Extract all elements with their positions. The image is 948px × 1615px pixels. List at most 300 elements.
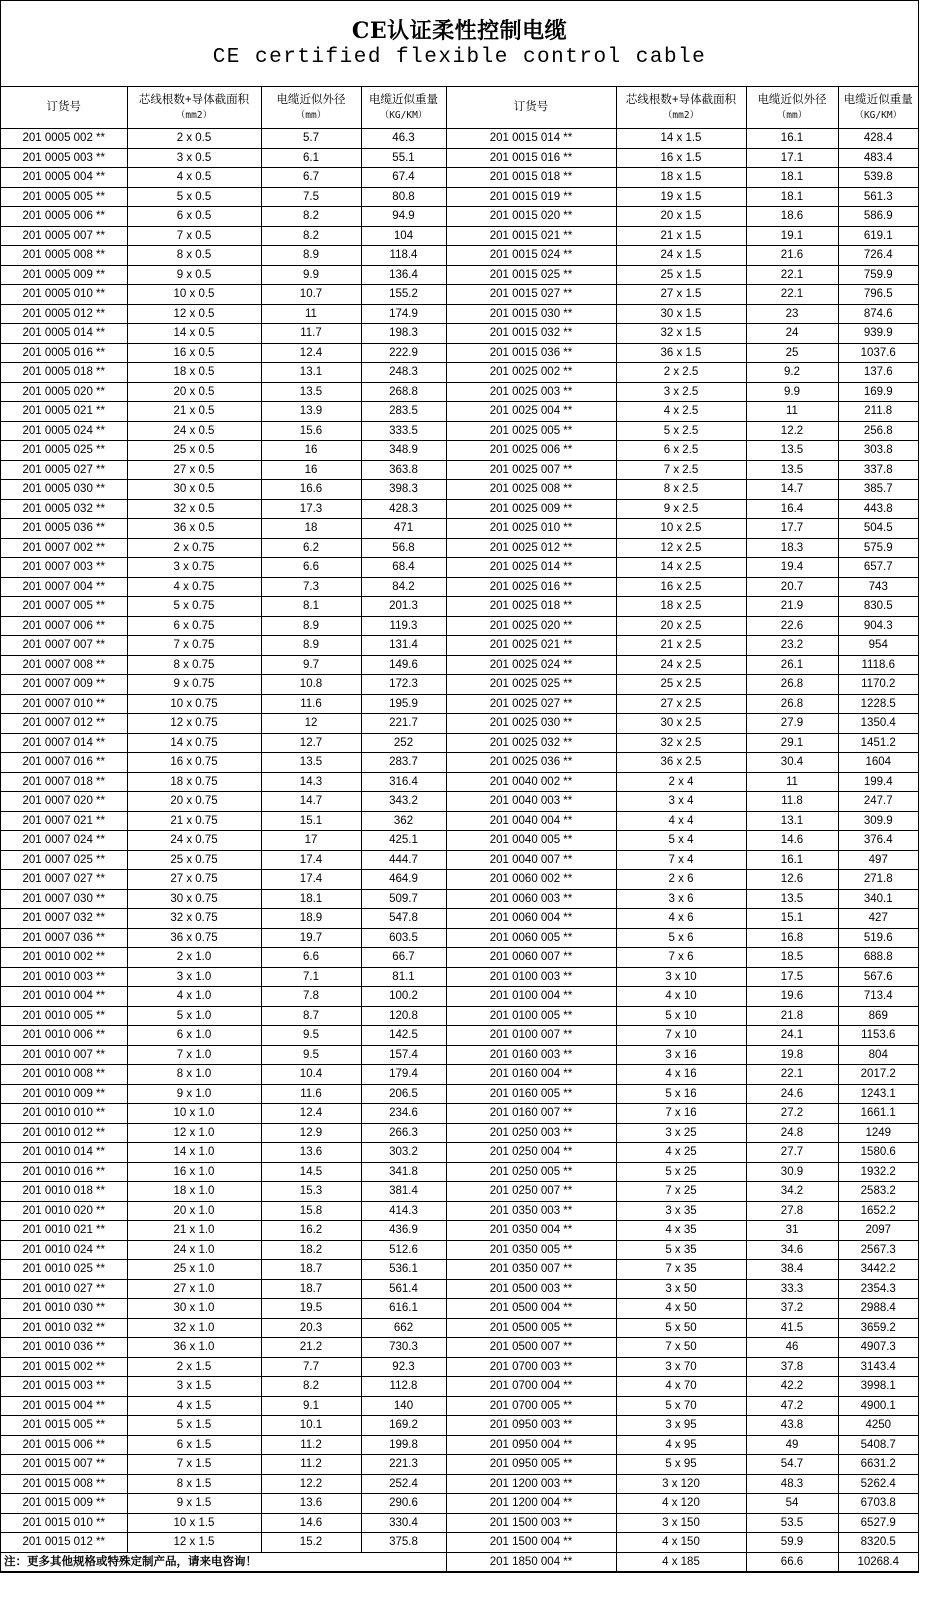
cores-section-cell: 7 x 0.5 <box>127 226 261 246</box>
table-row <box>1 1260 918 1280</box>
table-row <box>1 675 918 695</box>
weight-cell: 201.3 <box>361 597 446 617</box>
outer-diameter-cell: 16.2 <box>261 1221 361 1241</box>
outer-diameter-cell: 14.6 <box>261 1513 361 1533</box>
order-no-cell: 201 0100 005 ** <box>446 1006 616 1026</box>
order-no-cell: 201 0007 024 ** <box>1 831 127 851</box>
table-row <box>1 1396 918 1416</box>
table-row <box>1 363 918 383</box>
order-no-cell: 201 0007 030 ** <box>1 889 127 909</box>
cores-section-cell: 4 x 95 <box>616 1435 746 1455</box>
cores-section-cell: 10 x 0.5 <box>127 285 261 305</box>
order-no-cell: 201 0060 004 ** <box>446 909 616 929</box>
table-row <box>1 129 918 149</box>
order-no-cell: 201 0010 018 ** <box>1 1182 127 1202</box>
table-row <box>1 889 918 909</box>
outer-diameter-cell: 21.6 <box>746 246 838 266</box>
cores-section-cell: 25 x 2.5 <box>616 675 746 695</box>
order-no-cell: 201 0025 009 ** <box>446 499 616 519</box>
weight-cell: 1604 <box>838 753 918 773</box>
order-no-cell: 201 0015 021 ** <box>446 226 616 246</box>
table-row <box>1 733 918 753</box>
cores-section-cell: 4 x 10 <box>616 987 746 1007</box>
outer-diameter-cell: 18.1 <box>261 889 361 909</box>
outer-diameter-cell: 9.5 <box>261 1026 361 1046</box>
table-row <box>1 1221 918 1241</box>
weight-cell: 385.7 <box>838 480 918 500</box>
weight-cell: 603.5 <box>361 928 446 948</box>
cores-section-cell: 4 x 35 <box>616 1221 746 1241</box>
weight-cell: 804 <box>838 1045 918 1065</box>
cores-section-cell: 27 x 0.5 <box>127 460 261 480</box>
outer-diameter-cell: 8.2 <box>261 207 361 227</box>
weight-cell: 1228.5 <box>838 694 918 714</box>
cores-section-cell: 12 x 2.5 <box>616 538 746 558</box>
weight-cell: 830.5 <box>838 597 918 617</box>
order-no-cell: 201 0010 007 ** <box>1 1045 127 1065</box>
outer-diameter-cell: 27.7 <box>746 1143 838 1163</box>
weight-cell: 414.3 <box>361 1201 446 1221</box>
order-no-cell: 201 0060 003 ** <box>446 889 616 909</box>
order-no-cell: 201 0015 018 ** <box>446 168 616 188</box>
outer-diameter-cell: 22.1 <box>746 1065 838 1085</box>
header-cores-section: 芯线根数+导体截面积 （mm2） <box>127 87 261 129</box>
cores-section-cell: 8 x 0.5 <box>127 246 261 266</box>
table-row <box>1 928 918 948</box>
order-no-cell: 201 0007 012 ** <box>1 714 127 734</box>
order-no-cell: 201 0015 016 ** <box>446 148 616 168</box>
cores-section-cell: 4 x 120 <box>616 1494 746 1514</box>
cores-section-cell: 32 x 1.5 <box>616 324 746 344</box>
cores-section-cell: 32 x 0.75 <box>127 909 261 929</box>
cores-section-cell: 7 x 25 <box>616 1182 746 1202</box>
order-no-cell: 201 0025 005 ** <box>446 421 616 441</box>
outer-diameter-cell: 17.1 <box>746 148 838 168</box>
weight-cell: 104 <box>361 226 446 246</box>
outer-diameter-cell: 11.2 <box>261 1435 361 1455</box>
weight-cell: 759.9 <box>838 265 918 285</box>
cores-section-cell: 25 x 1.5 <box>616 265 746 285</box>
outer-diameter-cell: 27.8 <box>746 1201 838 1221</box>
weight-cell: 316.4 <box>361 772 446 792</box>
weight-cell: 869 <box>838 1006 918 1026</box>
cores-section-cell: 30 x 0.75 <box>127 889 261 909</box>
cores-section-cell: 10 x 2.5 <box>616 519 746 539</box>
weight-cell: 157.4 <box>361 1045 446 1065</box>
table-row <box>1 636 918 656</box>
weight-cell: 6527.9 <box>838 1513 918 1533</box>
order-no-cell: 201 0005 012 ** <box>1 304 127 324</box>
table-row <box>1 246 918 266</box>
weight-cell: 4907.3 <box>838 1338 918 1358</box>
order-no-cell: 201 0005 021 ** <box>1 402 127 422</box>
outer-diameter-cell: 18.7 <box>261 1260 361 1280</box>
order-no-cell: 201 0007 002 ** <box>1 538 127 558</box>
outer-diameter-cell: 11.2 <box>261 1455 361 1475</box>
order-no-cell: 201 0025 036 ** <box>446 753 616 773</box>
weight-cell: 2354.3 <box>838 1279 918 1299</box>
weight-cell: 726.4 <box>838 246 918 266</box>
cores-section-cell: 3 x 16 <box>616 1045 746 1065</box>
order-no-cell: 201 0700 005 ** <box>446 1396 616 1416</box>
weight-cell: 252.4 <box>361 1474 446 1494</box>
header-weight: 电缆近似重量 （KG/KM） <box>838 87 918 129</box>
weight-cell: 561.4 <box>361 1279 446 1299</box>
order-no-cell: 201 0005 002 ** <box>1 129 127 149</box>
order-no-cell: 201 0500 004 ** <box>446 1299 616 1319</box>
table-row <box>1 1279 918 1299</box>
cores-section-cell: 7 x 1.0 <box>127 1045 261 1065</box>
weight-cell: 198.3 <box>361 324 446 344</box>
outer-diameter-cell: 26.8 <box>746 694 838 714</box>
order-no-cell: 201 0500 005 ** <box>446 1318 616 1338</box>
header-row <box>1 87 918 129</box>
cable-spec-table <box>1 87 918 1572</box>
table-row <box>1 1084 918 1104</box>
weight-cell: 2567.3 <box>838 1240 918 1260</box>
order-no-cell: 201 0015 008 ** <box>1 1474 127 1494</box>
cores-section-cell: 12 x 1.5 <box>127 1533 261 1553</box>
outer-diameter-cell: 9.1 <box>261 1396 361 1416</box>
cores-section-cell: 6 x 1.0 <box>127 1026 261 1046</box>
weight-cell: 252 <box>361 733 446 753</box>
cores-section-cell: 24 x 2.5 <box>616 655 746 675</box>
table-row <box>1 1162 918 1182</box>
weight-cell: 120.8 <box>361 1006 446 1026</box>
cores-section-cell: 24 x 0.5 <box>127 421 261 441</box>
cores-section-cell: 2 x 6 <box>616 870 746 890</box>
cores-section-cell: 27 x 0.75 <box>127 870 261 890</box>
order-no-cell: 201 0500 007 ** <box>446 1338 616 1358</box>
order-no-cell: 201 0025 012 ** <box>446 538 616 558</box>
order-no-cell: 201 0015 002 ** <box>1 1357 127 1377</box>
cores-section-cell: 20 x 1.0 <box>127 1201 261 1221</box>
order-no-cell: 201 0160 004 ** <box>446 1065 616 1085</box>
order-no-cell: 201 0015 030 ** <box>446 304 616 324</box>
outer-diameter-cell: 31 <box>746 1221 838 1241</box>
order-no-cell: 201 0005 006 ** <box>1 207 127 227</box>
outer-diameter-cell: 9.2 <box>746 363 838 383</box>
outer-diameter-cell: 12.7 <box>261 733 361 753</box>
weight-cell: 536.1 <box>361 1260 446 1280</box>
outer-diameter-cell: 15.1 <box>746 909 838 929</box>
weight-cell: 248.3 <box>361 363 446 383</box>
weight-cell: 309.9 <box>838 811 918 831</box>
weight-cell: 2017.2 <box>838 1065 918 1085</box>
cores-section-cell: 3 x 0.5 <box>127 148 261 168</box>
table-row <box>1 1123 918 1143</box>
cores-section-cell: 25 x 0.75 <box>127 850 261 870</box>
weight-cell: 8320.5 <box>838 1533 918 1553</box>
order-no-cell: 201 0010 004 ** <box>1 987 127 1007</box>
cores-section-cell: 2 x 0.5 <box>127 129 261 149</box>
weight-cell: 561.3 <box>838 187 918 207</box>
order-no-cell: 201 0010 020 ** <box>1 1201 127 1221</box>
weight-cell: 5262.4 <box>838 1474 918 1494</box>
outer-diameter-cell: 16 <box>261 441 361 461</box>
weight-cell: 444.7 <box>361 850 446 870</box>
outer-diameter-cell: 21.2 <box>261 1338 361 1358</box>
cores-section-cell: 18 x 0.75 <box>127 772 261 792</box>
outer-diameter-cell: 8.2 <box>261 226 361 246</box>
weight-cell: 199.8 <box>361 1435 446 1455</box>
table-row <box>1 1240 918 1260</box>
cores-section-cell: 6 x 0.75 <box>127 616 261 636</box>
order-no-cell: 201 0250 005 ** <box>446 1162 616 1182</box>
outer-diameter-cell: 12.4 <box>261 1104 361 1124</box>
outer-diameter-cell: 16.6 <box>261 480 361 500</box>
table-row <box>1 850 918 870</box>
table-row <box>1 753 918 773</box>
cores-section-cell: 5 x 70 <box>616 1396 746 1416</box>
cores-section-cell: 10 x 0.75 <box>127 694 261 714</box>
order-no-cell: 201 0010 006 ** <box>1 1026 127 1046</box>
order-no-cell: 201 0040 004 ** <box>446 811 616 831</box>
outer-diameter-cell: 12.2 <box>746 421 838 441</box>
cores-section-cell: 5 x 0.75 <box>127 597 261 617</box>
weight-cell: 1652.2 <box>838 1201 918 1221</box>
order-no-cell: 201 0025 008 ** <box>446 480 616 500</box>
weight-cell: 874.6 <box>838 304 918 324</box>
cores-section-cell: 16 x 1.5 <box>616 148 746 168</box>
table-row <box>1 168 918 188</box>
weight-cell: 2988.4 <box>838 1299 918 1319</box>
order-no-cell: 201 0015 005 ** <box>1 1416 127 1436</box>
cores-section-cell: 4 x 6 <box>616 909 746 929</box>
outer-diameter-cell: 10.8 <box>261 675 361 695</box>
weight-cell: 67.4 <box>361 168 446 188</box>
cores-section-cell: 9 x 1.5 <box>127 1494 261 1514</box>
outer-diameter-cell: 15.3 <box>261 1182 361 1202</box>
outer-diameter-cell: 6.6 <box>261 948 361 968</box>
weight-cell: 425.1 <box>361 831 446 851</box>
cores-section-cell: 4 x 1.0 <box>127 987 261 1007</box>
cores-section-cell: 14 x 0.75 <box>127 733 261 753</box>
header-unit: （KG/KM） <box>854 109 903 121</box>
order-no-cell: 201 0160 003 ** <box>446 1045 616 1065</box>
cores-section-cell: 21 x 1.5 <box>616 226 746 246</box>
outer-diameter-cell: 11 <box>261 304 361 324</box>
outer-diameter-cell: 13.6 <box>261 1494 361 1514</box>
outer-diameter-cell: 7.3 <box>261 577 361 597</box>
weight-cell: 3143.4 <box>838 1357 918 1377</box>
table-row <box>1 987 918 1007</box>
outer-diameter-cell: 9.9 <box>261 265 361 285</box>
table-row <box>1 285 918 305</box>
order-no-cell: 201 0007 016 ** <box>1 753 127 773</box>
outer-diameter-cell: 13.9 <box>261 402 361 422</box>
table-row <box>1 870 918 890</box>
order-no-cell: 201 0005 018 ** <box>1 363 127 383</box>
outer-diameter-cell: 11 <box>746 772 838 792</box>
table-row <box>1 1552 918 1572</box>
cores-section-cell: 12 x 0.75 <box>127 714 261 734</box>
table-row <box>1 558 918 578</box>
table-row <box>1 343 918 363</box>
weight-cell: 2583.2 <box>838 1182 918 1202</box>
weight-cell: 1118.6 <box>838 655 918 675</box>
order-no-cell: 201 0015 014 ** <box>446 129 616 149</box>
outer-diameter-cell: 10.4 <box>261 1065 361 1085</box>
outer-diameter-cell: 11.8 <box>746 792 838 812</box>
order-no-cell: 201 0010 032 ** <box>1 1318 127 1338</box>
table-row <box>1 519 918 539</box>
weight-cell: 337.8 <box>838 460 918 480</box>
cores-section-cell: 3 x 25 <box>616 1123 746 1143</box>
cores-section-cell: 10 x 1.0 <box>127 1104 261 1124</box>
weight-cell: 303.2 <box>361 1143 446 1163</box>
weight-cell: 118.4 <box>361 246 446 266</box>
cores-section-cell: 4 x 25 <box>616 1143 746 1163</box>
header-outer-diameter: 电缆近似外径 （mm） <box>261 87 361 129</box>
order-no-cell: 201 0007 008 ** <box>1 655 127 675</box>
table-row <box>1 1143 918 1163</box>
cores-section-cell: 5 x 4 <box>616 831 746 851</box>
order-no-cell: 201 0025 016 ** <box>446 577 616 597</box>
outer-diameter-cell: 53.5 <box>746 1513 838 1533</box>
order-no-cell: 201 0015 027 ** <box>446 285 616 305</box>
outer-diameter-cell: 18.5 <box>746 948 838 968</box>
order-no-cell: 201 0025 024 ** <box>446 655 616 675</box>
order-no-cell: 201 1200 004 ** <box>446 1494 616 1514</box>
header-order-no: 订货号 <box>1 87 127 129</box>
weight-cell: 266.3 <box>361 1123 446 1143</box>
order-no-cell: 201 0010 021 ** <box>1 1221 127 1241</box>
weight-cell: 66.7 <box>361 948 446 968</box>
order-no-cell: 201 0060 002 ** <box>446 870 616 890</box>
weight-cell: 1451.2 <box>838 733 918 753</box>
order-no-cell: 201 0015 024 ** <box>446 246 616 266</box>
cores-section-cell: 20 x 2.5 <box>616 616 746 636</box>
outer-diameter-cell: 16.1 <box>746 129 838 149</box>
outer-diameter-cell: 10.1 <box>261 1416 361 1436</box>
order-no-cell: 201 0700 004 ** <box>446 1377 616 1397</box>
outer-diameter-cell: 59.9 <box>746 1533 838 1553</box>
order-no-cell: 201 0160 005 ** <box>446 1084 616 1104</box>
cores-section-cell: 4 x 4 <box>616 811 746 831</box>
cores-section-cell: 4 x 50 <box>616 1299 746 1319</box>
order-no-cell: 201 0007 006 ** <box>1 616 127 636</box>
cores-section-cell: 7 x 4 <box>616 850 746 870</box>
cores-section-cell: 9 x 0.75 <box>127 675 261 695</box>
table-row <box>1 265 918 285</box>
order-no-cell: 201 0160 007 ** <box>446 1104 616 1124</box>
order-no-cell: 201 0100 004 ** <box>446 987 616 1007</box>
weight-cell: 4900.1 <box>838 1396 918 1416</box>
order-no-cell: 201 0005 032 ** <box>1 499 127 519</box>
cores-section-cell: 16 x 2.5 <box>616 577 746 597</box>
weight-cell: 471 <box>361 519 446 539</box>
table-row <box>1 1318 918 1338</box>
order-no-cell: 201 0007 007 ** <box>1 636 127 656</box>
order-no-cell: 201 1200 003 ** <box>446 1474 616 1494</box>
outer-diameter-cell: 8.1 <box>261 597 361 617</box>
cores-section-cell: 36 x 0.5 <box>127 519 261 539</box>
cores-section-cell: 2 x 1.0 <box>127 948 261 968</box>
weight-cell: 375.8 <box>361 1533 446 1553</box>
order-no-cell: 201 0025 004 ** <box>446 402 616 422</box>
cores-section-cell: 9 x 2.5 <box>616 499 746 519</box>
cores-section-cell: 18 x 1.5 <box>616 168 746 188</box>
outer-diameter-cell: 13.1 <box>261 363 361 383</box>
cores-section-cell: 24 x 1.0 <box>127 1240 261 1260</box>
table-row <box>1 1416 918 1436</box>
cores-section-cell: 5 x 10 <box>616 1006 746 1026</box>
weight-cell: 211.8 <box>838 402 918 422</box>
order-no-cell: 201 0100 003 ** <box>446 967 616 987</box>
cores-section-cell: 9 x 1.0 <box>127 1084 261 1104</box>
order-no-cell: 201 0015 036 ** <box>446 343 616 363</box>
order-no-cell: 201 0010 024 ** <box>1 1240 127 1260</box>
outer-diameter-cell: 16.1 <box>746 850 838 870</box>
cores-section-cell: 4 x 70 <box>616 1377 746 1397</box>
cores-section-cell: 7 x 1.5 <box>127 1455 261 1475</box>
weight-cell: 619.1 <box>838 226 918 246</box>
outer-diameter-cell: 22.1 <box>746 285 838 305</box>
outer-diameter-cell: 49 <box>746 1435 838 1455</box>
order-no-cell: 201 0010 016 ** <box>1 1162 127 1182</box>
table-row <box>1 480 918 500</box>
order-no-cell: 201 0015 012 ** <box>1 1533 127 1553</box>
footnote: 注：更多其他规格或特殊定制产品，请来电咨询！ <box>1 1552 446 1572</box>
cores-section-cell: 36 x 1.0 <box>127 1338 261 1358</box>
outer-diameter-cell: 24.1 <box>746 1026 838 1046</box>
cores-section-cell: 8 x 1.0 <box>127 1065 261 1085</box>
outer-diameter-cell: 16.8 <box>746 928 838 948</box>
order-no-cell: 201 0007 020 ** <box>1 792 127 812</box>
weight-cell: 1249 <box>838 1123 918 1143</box>
cores-section-cell: 18 x 1.0 <box>127 1182 261 1202</box>
order-no-cell: 201 0025 002 ** <box>446 363 616 383</box>
order-no-cell: 201 0350 003 ** <box>446 1201 616 1221</box>
order-no-cell: 201 0350 005 ** <box>446 1240 616 1260</box>
weight-cell: 398.3 <box>361 480 446 500</box>
table-row <box>1 909 918 929</box>
weight-cell: 112.8 <box>361 1377 446 1397</box>
table-body <box>1 129 918 1572</box>
outer-diameter-cell: 14.6 <box>746 831 838 851</box>
table-row <box>1 226 918 246</box>
outer-diameter-cell: 11.7 <box>261 324 361 344</box>
order-no-cell: 201 0005 014 ** <box>1 324 127 344</box>
outer-diameter-cell: 21.8 <box>746 1006 838 1026</box>
outer-diameter-cell: 37.8 <box>746 1357 838 1377</box>
order-no-cell: 201 0007 027 ** <box>1 870 127 890</box>
weight-cell: 94.9 <box>361 207 446 227</box>
order-no-cell: 201 0100 007 ** <box>446 1026 616 1046</box>
outer-diameter-cell: 34.2 <box>746 1182 838 1202</box>
cores-section-cell: 7 x 16 <box>616 1104 746 1124</box>
weight-cell: 904.3 <box>838 616 918 636</box>
cores-section-cell: 4 x 150 <box>616 1533 746 1553</box>
outer-diameter-cell: 11.6 <box>261 694 361 714</box>
weight-cell: 341.8 <box>361 1162 446 1182</box>
cores-section-cell: 3 x 10 <box>616 967 746 987</box>
outer-diameter-cell: 20.7 <box>746 577 838 597</box>
weight-cell: 46.3 <box>361 129 446 149</box>
cores-section-cell: 2 x 1.5 <box>127 1357 261 1377</box>
outer-diameter-cell: 27.2 <box>746 1104 838 1124</box>
order-no-cell: 201 0007 018 ** <box>1 772 127 792</box>
title-english: CE certified flexible control cable <box>212 46 707 69</box>
order-no-cell: 201 0010 005 ** <box>1 1006 127 1026</box>
order-no-cell: 201 0007 014 ** <box>1 733 127 753</box>
order-no-cell: 201 0950 005 ** <box>446 1455 616 1475</box>
order-no-cell: 201 0015 019 ** <box>446 187 616 207</box>
table-row <box>1 694 918 714</box>
table-row <box>1 1006 918 1026</box>
outer-diameter-cell: 13.5 <box>746 441 838 461</box>
